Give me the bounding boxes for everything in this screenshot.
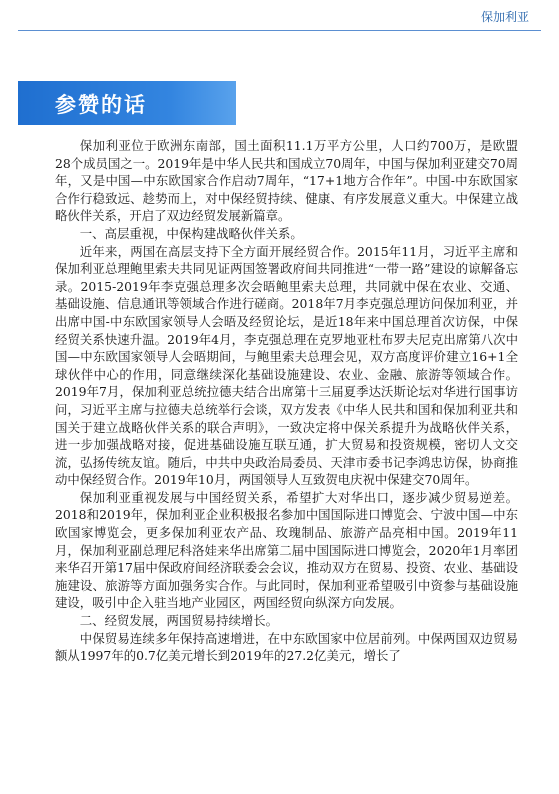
section-title: 参赞的话 <box>55 93 147 117</box>
page-header-label: 保加利亚 <box>480 10 529 24</box>
paragraph: 中保贸易连续多年保持高速增进，在中东欧国家中位居前列。中保两国双边贸易额从1997年的0.7亿美元增长到2019年的27.2亿美元，增长了 <box>55 630 518 664</box>
body-text <box>55 137 518 665</box>
paragraph: 近年来，两国在高层支持下全方面开展经贸合作。2015年11月，习近平主席和保加利亚总理鲍里索夫共同见证两国签署政府间共同推进“一带一路”建设的谅解备忘录。2015-2019年李克强总理多次会晤鲍里索夫总理，共同就中保在农业、交通、基础设施、信息通讯等领域合作进行磋商。2018年7月李克强总理访问保加利亚，并出席中国-中东欧国家领导人会晤及经贸论坛，是近18年来中国总理首次访保，中保经贸关系快速升温。2019年4月，李克强总理在克罗地亚杜布罗夫尼克出席第八次中国—中东欧国家领导人会晤期间，与鲍里索夫总理会见，双方高度评价建立16+1全球伙伴中心的作用，同意继续深化基础设施建设、农业、金融、旅游等领域合作。2019年7月，保加利亚总统拉德夫结合出席第十三届夏季达沃斯论坛对华进行国事访问，习近平主席与拉德夫总统举行会谈，双方发表《中华人民共和国和保加利亚共和国关于建立战略伙伴关系的联合声明》，一致决定将中保关系提升为战略伙伴关系，进一步加强战略对接，促进基础设施互联互通，扩大贸易和投资规模，密切人文交流，弘扬传统友谊。随后，中共中央政治局委员、天津市委书记李鸿忠访保，协商推动中保经贸合作。2019年10月，两国领导人互致贺电庆祝中保建交70周年。 <box>55 243 518 488</box>
header-divider <box>18 30 541 31</box>
subheading: 一、高层重视，中保构建战略伙伴关系。 <box>79 225 303 241</box>
subheading: 二、经贸发展，两国贸易持续增长。 <box>79 613 279 629</box>
paragraph: 保加利亚重视发展与中国经贸关系，希望扩大对华出口，逐步减少贸易逆差。2018和2019年，保加利亚企业积极报名参加中国国际进口博览会、宁波中国—中东欧国家博览会，更多保加利亚农产品、玫瑰制品、旅游产品亮相中国。2019年11月，保加利亚副总理尼科洛娃来华出席第二届中国国际进口博览会，2020年1月率团来华召开第17届中保政府间经济联委会会议，推动双方在贸易、投资、农业、基础设施建设、旅游等方面加强务实合作。与此同时，保加利亚希望吸引中资参与基础设施建设，吸引中企入驻当地产业园区，两国经贸向纵深方向发展。 <box>55 489 518 611</box>
paragraph: 保加利亚位于欧洲东南部，国土面积11.1万平方公里，人口约700万，是欧盟28个成员国之一。2019年是中华人民共和国成立70周年，中国与保加利亚建交70周年，又是中国—中东欧国家合作启动7周年，“17+1地方合作年”。中国-中东欧国家合作行稳致远、趁势而上，对中保经贸持续、健康、有序发展意义重大。中保建立战略伙伴关系，开启了双边经贸发展新篇章。 <box>55 138 518 224</box>
